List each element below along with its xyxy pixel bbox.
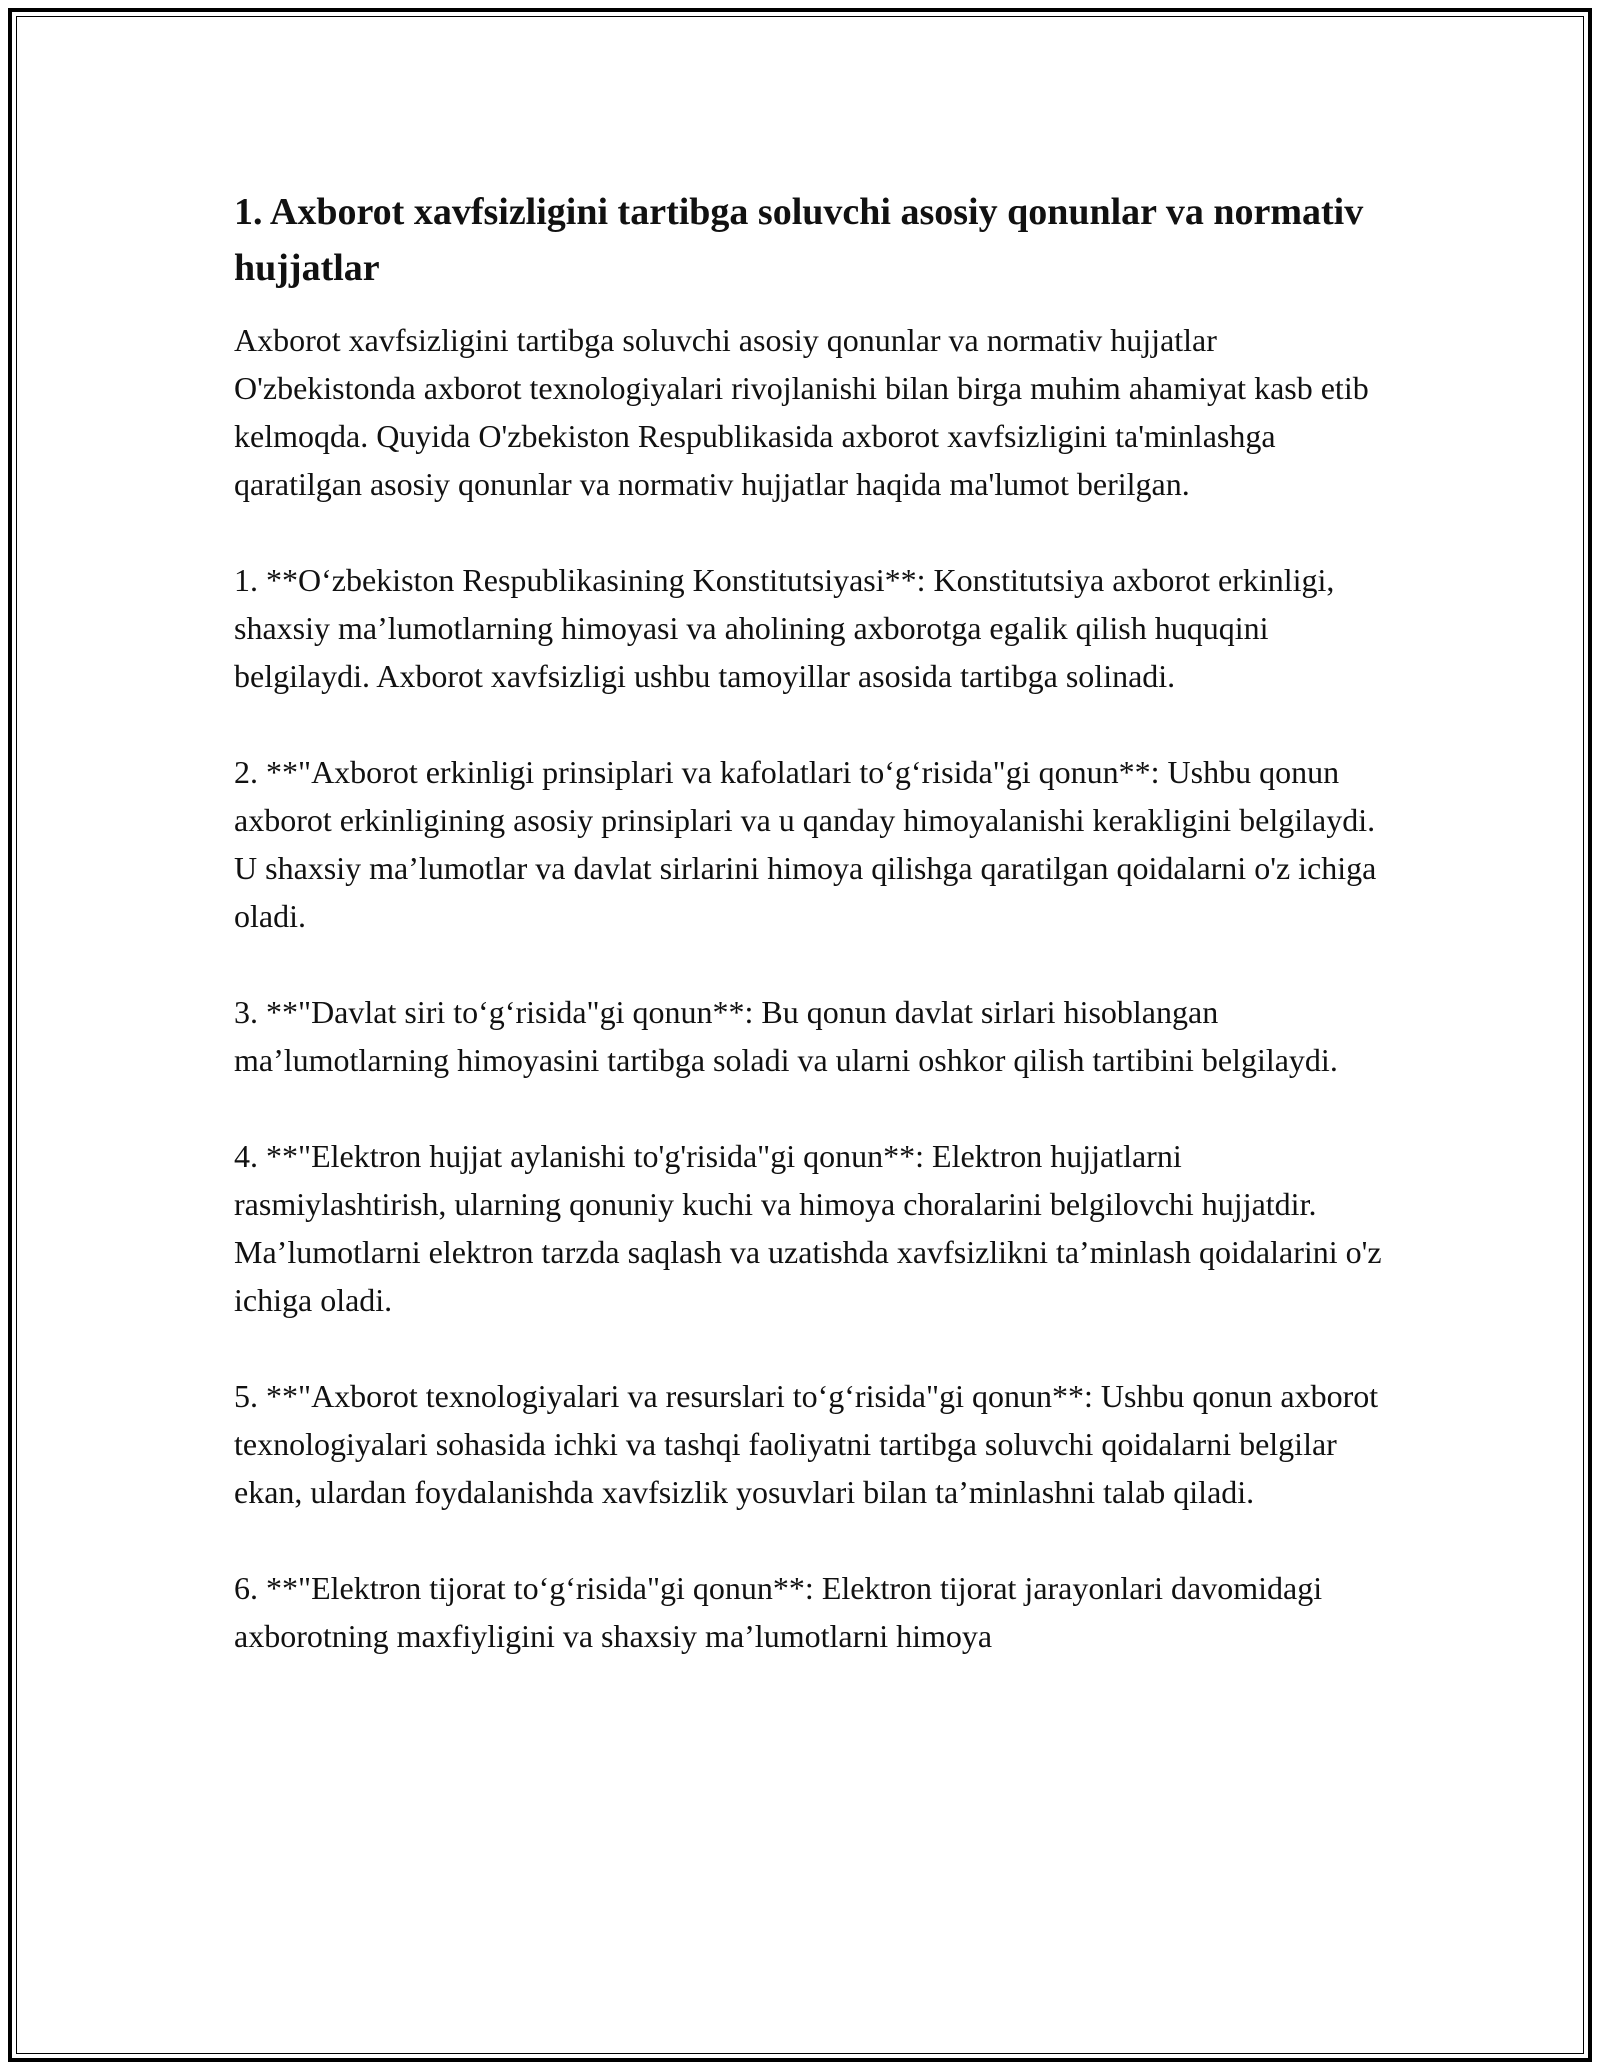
section-heading: 1. Axborot xavfsizligini tartibga soluvchi asosiy qonunlar va normativ hujjatlar (234, 191, 1364, 289)
list-item: 4. **"Elektron hujjat aylanishi to'g'risida"gi qonun**: Elektron hujjatlarni rasmiylashtirish, ularning qonuniy kuchi va himoya choralarini belgilovchi hujjatdir. Ma’lumotlarni elektron tarzda saqlash va uzatishda xavfsizlikni ta’minlash qoidalarini o'z ichiga oladi. (234, 1138, 1382, 1318)
list-item: 5. **"Axborot texnologiyalari va resurslari to‘g‘risida"gi qonun**: Ushbu qonun axborot texnologiyalari sohasida ichki va tashqi faoliyatni tartibga soluvchi qoidalarni belgilar ekan, ulardan foydalanishda xavfsizlik yosuvlari bilan ta’minlashni talab qiladi. (234, 1378, 1379, 1510)
list-item: 2. **"Axborot erkinligi prinsiplari va kafolatlari to‘g‘risida"gi qonun**: Ushbu qonun axborot erkinligining asosiy prinsiplari va u qanday himoyalanishi kerakligini belgilaydi. U shaxsiy ma’lumotlar va davlat sirlarini himoya qilishga qaratilgan qoidalarni o'z ichiga oladi. (234, 754, 1377, 934)
list-item: 6. **"Elektron tijorat to‘g‘risida"gi qonun**: Elektron tijorat jarayonlari davomidagi axborotning maxfiyligini va shaxsiy ma’lumotlarni himoya (234, 1570, 1323, 1654)
document-body (234, 184, 1384, 1708)
list-item: 1. **O‘zbekiston Respublikasining Konstitutsiyasi**: Konstitutsiya axborot erkinligi, shaxsiy ma’lumotlarning himoyasi va aholining axborotga egalik qilish huquqini belgilaydi. Axborot xavfsizligi ushbu tamoyillar asosida tartibga solinadi. (234, 562, 1335, 694)
intro-paragraph: Axborot xavfsizligini tartibga soluvchi asosiy qonunlar va normativ hujjatlar O'zbekistonda axborot texnologiyalari rivojlanishi bilan birga muhim ahamiyat kasb etib kelmoqda. Quyida O'zbekiston Respublikasida axborot xavfsizligini ta'minlashga qaratilgan asosiy qonunlar va normativ hujjatlar haqida ma'lumot berilgan. (234, 322, 1369, 502)
list-item: 3. **"Davlat siri to‘g‘risida"gi qonun**: Bu qonun davlat sirlari hisoblangan ma’lumotlarning himoyasini tartibga soladi va ularni oshkor qilish tartibini belgilaydi. (234, 994, 1338, 1078)
